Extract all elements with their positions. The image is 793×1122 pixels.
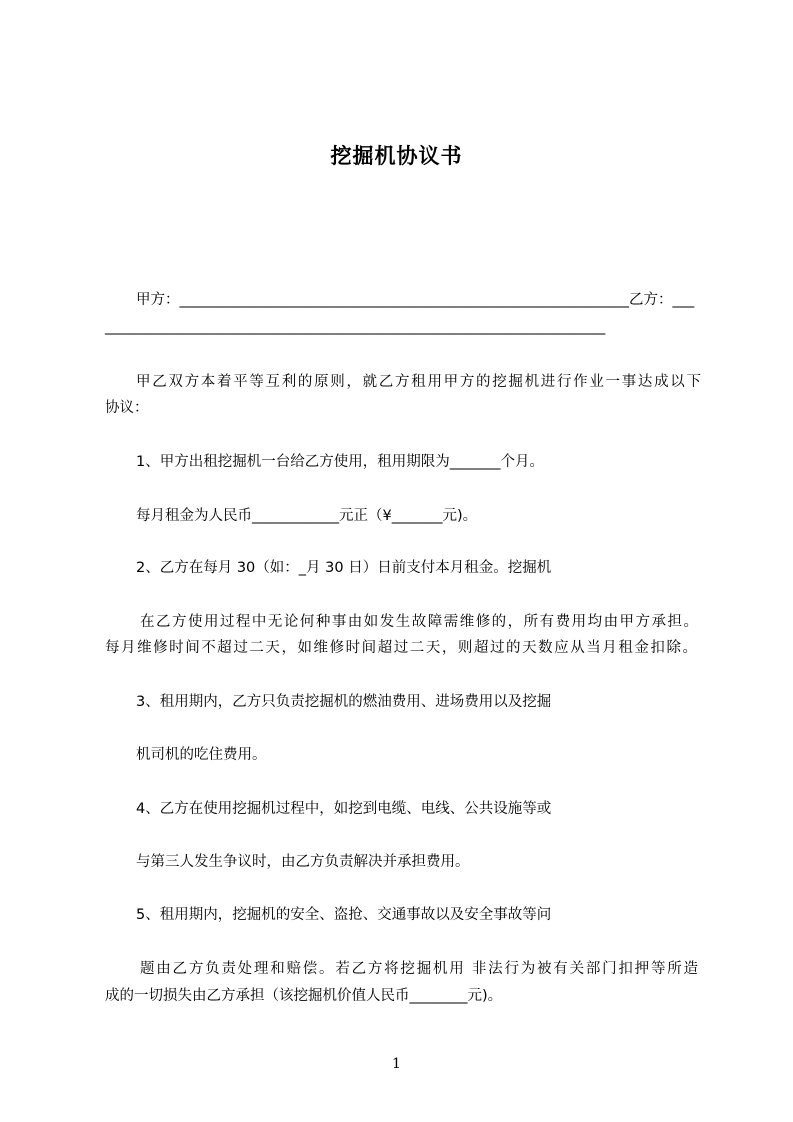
document-title: 挖掘机协议书 — [330, 144, 463, 168]
repair-paragraph-line: 在乙方使用过程中无论何种事由如发生故障需维修的，所有费用均由甲方承担。 — [140, 614, 698, 630]
clause-4-continuation: 与第三人发生争议时，由乙方负责解决并承担费用。 — [136, 854, 470, 870]
clause-2: 2、乙方在每月 30（如：_月 30 日）日前支付本月租金。挖掘机 — [136, 560, 552, 576]
repair-paragraph-line: 每月维修时间不超过二天，如维修时间超过二天，则超过的天数应从当月租金扣除。 — [105, 640, 697, 656]
clause-4: 4、乙方在使用挖掘机过程中，如挖到电缆、电线、公共设施等或 — [136, 801, 552, 817]
clause-3-continuation: 机司机的吃住费用。 — [136, 747, 267, 763]
party-line-continuation: _____________________________________________________________________ — [105, 319, 606, 335]
party-line: 甲方：______________________________________________________________乙方：___ — [136, 292, 695, 308]
clause-3: 3、租用期内，乙方只负责挖掘机的燃油费用、进场费用以及挖掘 — [136, 694, 552, 710]
clause-5: 5、租用期内，挖掘机的安全、盗抢、交通事故以及安全事故等问 — [136, 907, 552, 923]
clause-1: 1、甲方出租挖掘机一台给乙方使用，租用期限为_______个月。 — [136, 454, 544, 470]
intro-paragraph-line: 协议： — [105, 400, 149, 416]
page-number: 1 — [392, 1056, 401, 1072]
monthly-rent-line: 每月租金为人民币____________元正（¥_______元)。 — [136, 508, 478, 524]
clause-5-continuation: 题由乙方负责处理和赔偿。若乙方将挖掘机用 非法行为被有关部门扣押等所造 — [140, 961, 698, 977]
intro-paragraph-line: 甲乙双方本着平等互利的原则，就乙方租用甲方的挖掘机进行作业一事达成以下 — [136, 374, 701, 390]
clause-5-continuation: 成的一切损失由乙方承担（该挖掘机价值人民币________元)。 — [105, 988, 503, 1004]
